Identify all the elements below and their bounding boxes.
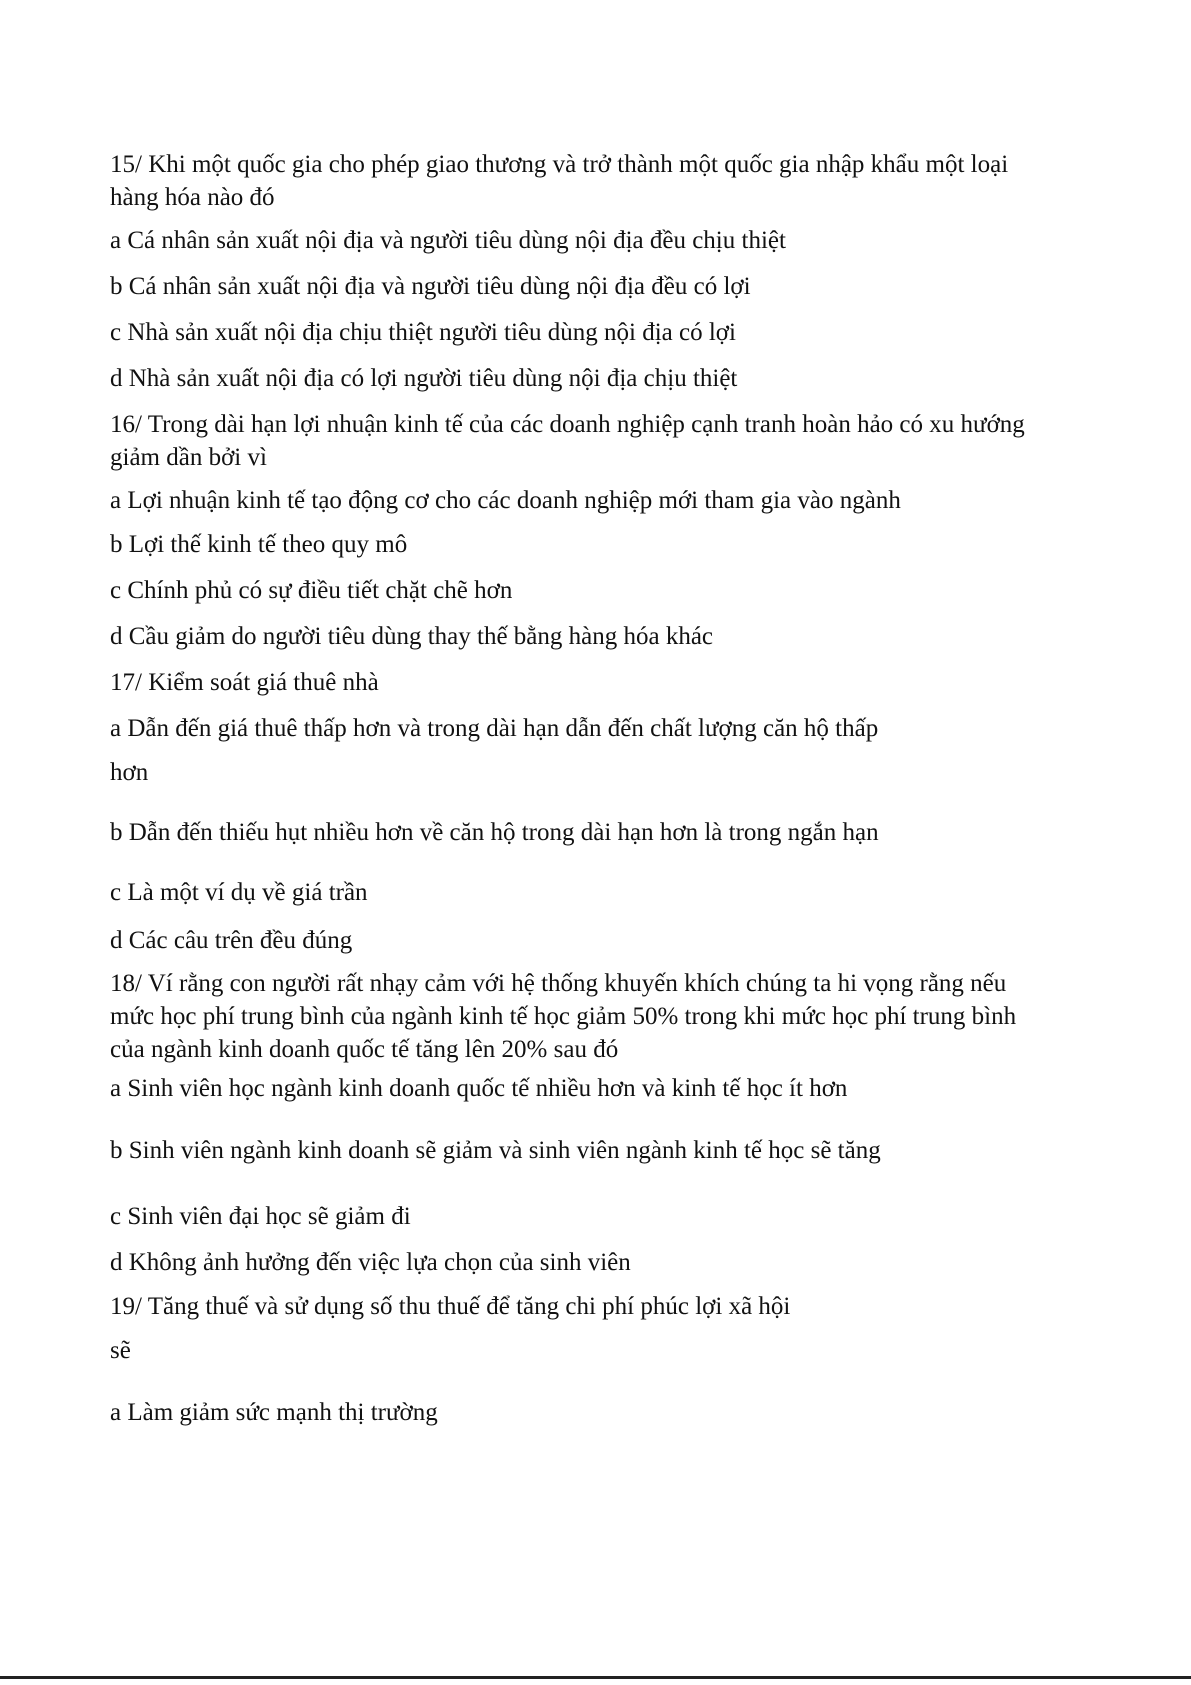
question-18: 18/ Ví rằng con người rất nhạy cảm với hệ thống khuyến khích chúng ta hi vọng rằng nếu mức học phí trung bình của ngành kinh tế học giảm 50% trong khi mức học phí trung bình của ngành kinh doanh quốc tế tăng lên 20% sau đó	[110, 970, 1017, 1063]
question-19: 19/ Tăng thuế và sử dụng số thu thuế để tăng chi phí phúc lợi xã hội	[110, 1293, 791, 1320]
question-18-option-d: d Không ảnh hưởng đến việc lựa chọn của sinh viên	[110, 1249, 631, 1276]
question-17-option-c: c Là một ví dụ về giá trần	[110, 879, 368, 906]
question-15-option-d: d Nhà sản xuất nội địa có lợi người tiêu dùng nội địa chịu thiệt	[110, 365, 738, 392]
question-18-option-c: c Sinh viên đại học sẽ giảm đi	[110, 1203, 411, 1230]
question-17-option-b: b Dẫn đến thiếu hụt nhiều hơn về căn hộ trong dài hạn hơn là trong ngắn hạn	[110, 819, 879, 846]
question-16-option-d: d Cầu giảm do người tiêu dùng thay thế bằng hàng hóa khác	[110, 623, 714, 650]
question-16-option-b: b Lợi thế kinh tế theo quy mô	[110, 531, 408, 558]
question-18-option-b: b Sinh viên ngành kinh doanh sẽ giảm và sinh viên ngành kinh tế học sẽ tăng	[110, 1137, 881, 1164]
question-16: 16/ Trong dài hạn lợi nhuận kinh tế của các doanh nghiệp cạnh tranh hoàn hảo có xu hướng giảm dần bởi vì	[110, 411, 1025, 471]
question-15-option-a: a Cá nhân sản xuất nội địa và người tiêu dùng nội địa đều chịu thiệt	[110, 227, 786, 254]
question-16-option-c: c Chính phủ có sự điều tiết chặt chẽ hơn	[110, 577, 513, 604]
question-15-option-c: c Nhà sản xuất nội địa chịu thiệt người tiêu dùng nội địa có lợi	[110, 319, 736, 346]
question-19-option-a: a Làm giảm sức mạnh thị trường	[110, 1399, 438, 1426]
question-17-option-d: d Các câu trên đều đúng	[110, 927, 353, 954]
question-18-option-a: a Sinh viên học ngành kinh doanh quốc tế nhiều hơn và kinh tế học ít hơn	[110, 1075, 848, 1102]
page-bottom-rule	[0, 1676, 1191, 1679]
question-17-option-a-continued: hơn	[110, 759, 149, 786]
question-17: 17/ Kiểm soát giá thuê nhà	[110, 669, 379, 696]
question-17-option-a: a Dẫn đến giá thuê thấp hơn và trong dài hạn dẫn đến chất lượng căn hộ thấp	[110, 715, 879, 742]
question-15-option-b: b Cá nhân sản xuất nội địa và người tiêu dùng nội địa đều có lợi	[110, 273, 751, 300]
question-19-continued: sẽ	[110, 1337, 131, 1364]
question-16-option-a: a Lợi nhuận kinh tế tạo động cơ cho các doanh nghiệp mới tham gia vào ngành	[110, 487, 901, 514]
question-15: 15/ Khi một quốc gia cho phép giao thương và trở thành một quốc gia nhập khẩu một loại hàng hóa nào đó	[110, 151, 1009, 211]
